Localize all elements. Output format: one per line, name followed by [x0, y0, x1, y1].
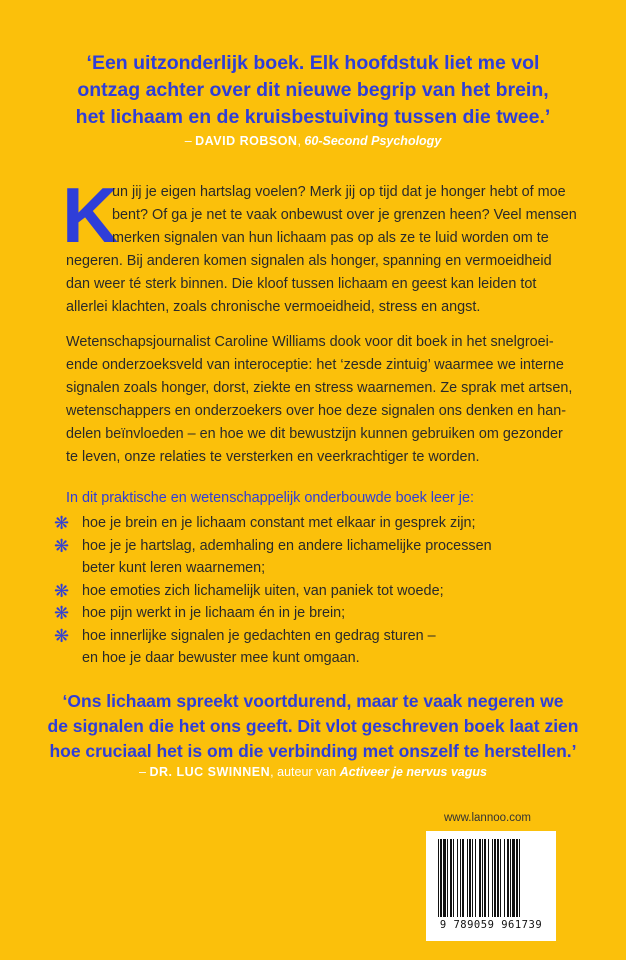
paragraph-line: allerlei klachten, zoals chronische vermoeidheid, stress en angst.: [66, 299, 481, 315]
attribution-dash: –: [184, 134, 196, 148]
paragraph-line: dan weer té sterk binnen. Die kloof tussen lichaam en geest kan leiden tot: [66, 276, 537, 292]
top-quote-line: ontzag achter over dit nieuwe begrip van het brein,: [77, 79, 549, 101]
bottom-quote-attribution: [0, 765, 626, 779]
list-item-text: en hoe je daar bewuster mee kunt omgaan.: [82, 650, 360, 666]
asterisk-flower-icon: ❋: [54, 580, 70, 601]
paragraph-line: wetenschappers en onderzoekers over hoe deze signalen ons denken en han-: [66, 403, 567, 419]
paragraph-line: Wetenschapsjournalist Caroline Williams dook voor dit boek in het snelgroei-: [66, 334, 554, 350]
list-item-text: hoe innerlijke signalen je gedachten en gedrag sturen –: [82, 627, 436, 644]
paragraph-line: te leven, onze relaties te versterken en veerkrachtiger te worden.: [66, 449, 480, 465]
attribution-work: Activeer je nervus vagus: [339, 765, 487, 779]
paragraph-line: un jij je eigen hartslag voelen? Merk jij op tijd dat je honger hebt of moe: [112, 184, 566, 200]
barcode-icon: [436, 839, 546, 919]
list-item-text: beter kunt leren waarnemen;: [82, 560, 266, 576]
list-item: [54, 625, 574, 670]
paragraph-line: bent? Of ga je net te vaak onbewust over je grenzen heen? Veel mensen: [112, 207, 577, 223]
paragraph-line: delen beïnvloeden – en hoe we dit bewustzijn kunnen gebruiken om gezonder: [66, 426, 563, 442]
asterisk-flower-icon: ❋: [54, 603, 70, 623]
paragraph-line: ende onderzoeksveld van interoceptie: het ‘zesde zintuig’ waarmee we interne: [66, 357, 564, 373]
list-intro: In dit praktische en wetenschappelijk onderbouwde boek leer je:: [66, 490, 474, 506]
isbn-barcode: [426, 831, 556, 941]
list-item-text: hoe pijn werkt in je lichaam én in je brein;: [82, 605, 346, 621]
bottom-quote: [0, 689, 626, 764]
attribution-work: 60-Second Psychology: [304, 134, 442, 148]
list-item-text: hoe je je hartslag, ademhaling en andere lichamelijke processen: [82, 537, 492, 554]
description-paragraph: [66, 331, 573, 469]
list-item: [54, 602, 574, 625]
top-quote-line: ‘Een uitzonderlijk boek. Elk hoofdstuk liet me vol: [86, 52, 540, 74]
paragraph-line: signalen zoals honger, dorst, ziekte en stress waarnemen. Ze sprak met artsen,: [66, 380, 573, 396]
bottom-quote-line: de signalen die het ons geeft. Dit vlot geschreven boek laat zien: [47, 716, 579, 736]
list-item: [54, 580, 574, 603]
asterisk-flower-icon: ❋: [54, 513, 70, 533]
bottom-quote-line: hoe cruciaal het is om die verbinding met onszelf te herstellen.’: [49, 741, 577, 761]
list-item: [54, 512, 574, 535]
drop-cap: K: [62, 171, 119, 259]
attribution-dash: –: [139, 765, 150, 779]
attribution-name: DR. LUC SWINNEN: [149, 765, 271, 779]
paragraph-line: merken signalen van hun lichaam pas op als ze te luid worden om te: [112, 230, 549, 246]
asterisk-flower-icon: ❋: [54, 625, 70, 646]
attribution-mid: , auteur van: [270, 765, 340, 779]
list-item: [54, 535, 574, 580]
isbn-number: 9 789059 961739: [439, 919, 543, 931]
top-quote-line: het lichaam en de kruisbestuiving tussen die twee.’: [75, 106, 551, 128]
bottom-quote-line: ‘Ons lichaam spreekt voortdurend, maar te vaak negeren we: [62, 691, 564, 711]
intro-paragraph: [66, 181, 577, 319]
attribution-name: DAVID ROBSON: [195, 134, 298, 148]
top-quote: [0, 50, 626, 131]
asterisk-flower-icon: ❋: [54, 535, 70, 556]
top-quote-attribution: [0, 134, 626, 148]
publisher-url: www.lannoo.com: [444, 812, 531, 824]
paragraph-line: negeren. Bij anderen komen signalen als honger, spanning en vermoeidheid: [66, 253, 552, 269]
bullet-list: [54, 512, 574, 670]
list-item-text: hoe je brein en je lichaam constant met elkaar in gesprek zijn;: [82, 515, 476, 531]
attribution-separator: ,: [297, 134, 305, 148]
list-item-text: hoe emoties zich lichamelijk uiten, van paniek tot woede;: [82, 582, 444, 599]
